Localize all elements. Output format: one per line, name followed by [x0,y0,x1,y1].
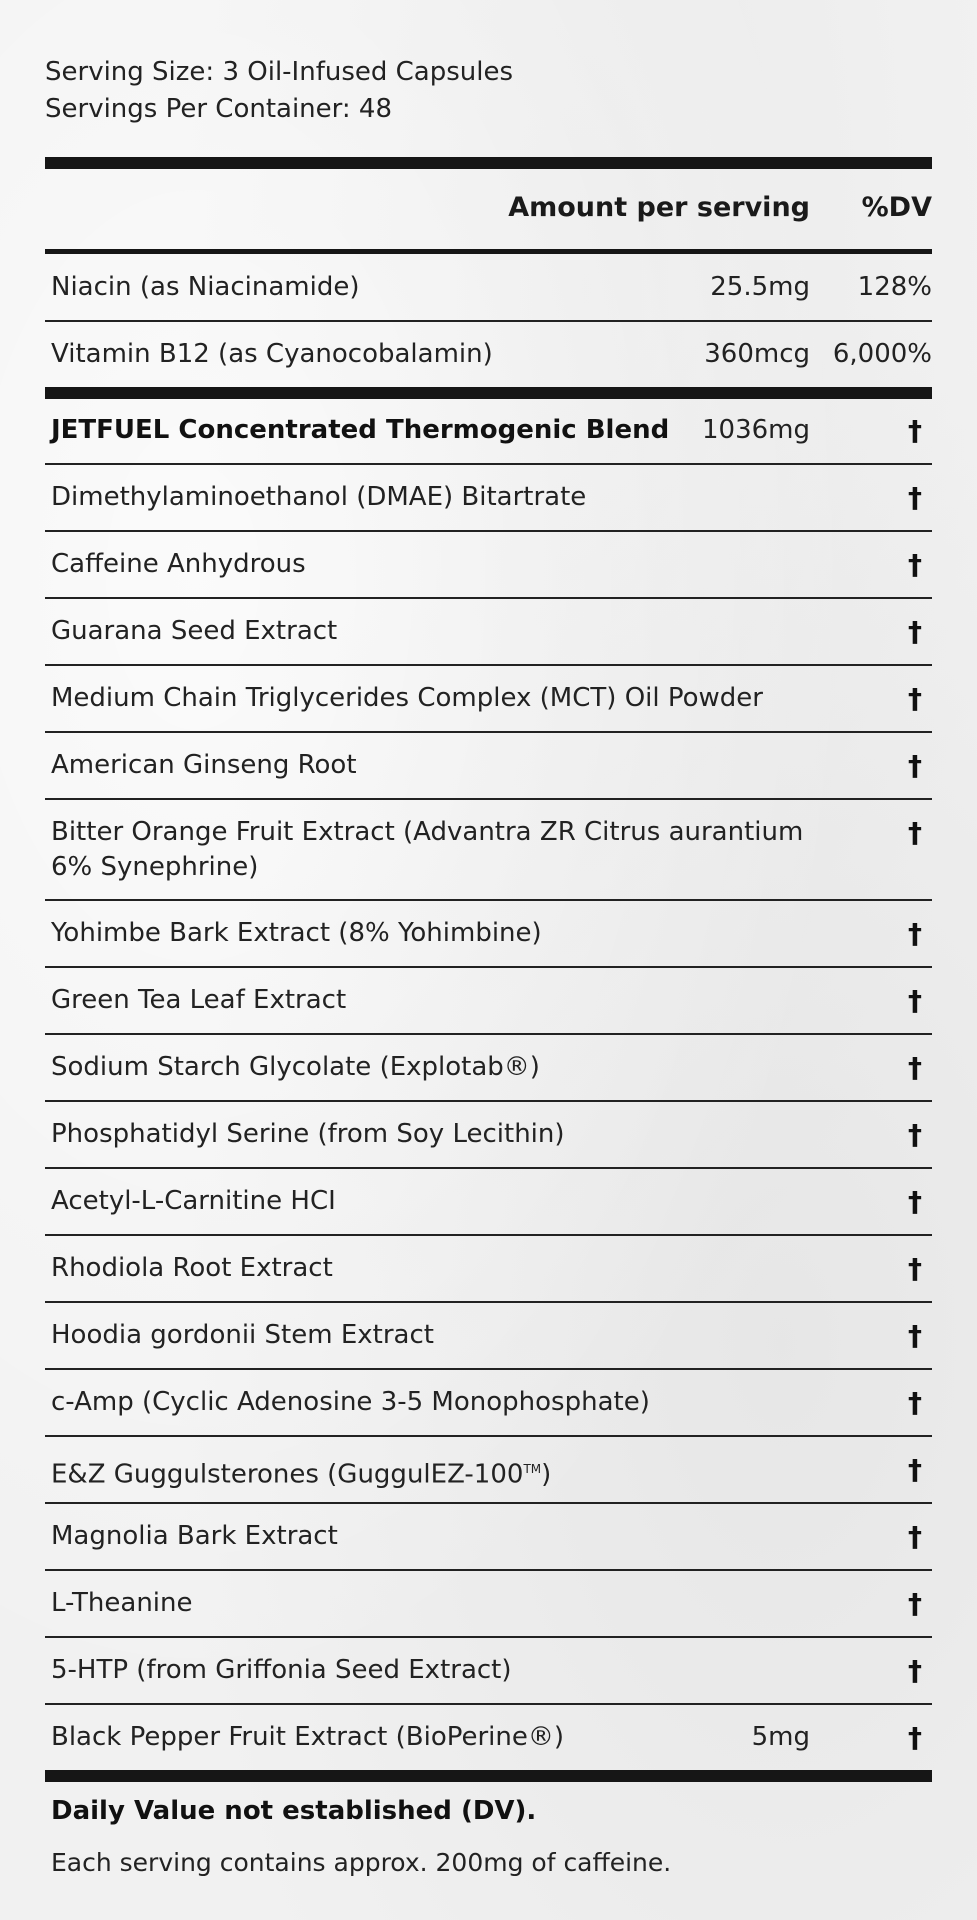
ingredient-dv: † [908,1520,922,1553]
ingredient-name: Caffeine Anhydrous [51,549,306,579]
vitamin-dv: 6,000% [832,339,932,369]
ingredient-dv: † [908,1453,922,1486]
thick-divider-bottom [45,1770,932,1782]
ingredient-name-line2: 6% Synephrine) [51,852,259,882]
ingredient-dv: † [908,1051,922,1084]
vitamin-name: Vitamin B12 (as Cyanocobalamin) [51,339,493,369]
amount-header: Amount per serving [508,192,810,223]
blend-amount: 1036mg [702,415,810,445]
row-divider [45,1368,932,1370]
ingredient-dv: † [908,682,922,715]
ingredient-name: L-Theanine [51,1588,193,1618]
ingredient-dv: † [908,1252,922,1285]
ingredient-name: Acetyl-L-Carnitine HCI [51,1186,336,1216]
ingredient-name: Rhodiola Root Extract [51,1253,333,1283]
ingredient-dv: † [908,1319,922,1352]
row-divider [45,966,932,968]
row-divider [45,597,932,599]
column-header [45,190,932,234]
ingredient-dv: † [908,1654,922,1687]
row-divider [45,1435,932,1437]
ingredient-name: Hoodia gordonii Stem Extract [51,1320,434,1350]
ingredient-name: Yohimbe Bark Extract (8% Yohimbine) [51,918,542,948]
ingredient-dv: † [908,1118,922,1151]
ingredient-dv: † [908,548,922,581]
thick-divider-top [45,157,932,169]
ingredient-name-end: ) [541,1459,552,1490]
ingredient-name [51,815,803,885]
row-divider [45,899,932,901]
ingredient-name: Black Pepper Fruit Extract (BioPerine®) [51,1722,565,1752]
row-divider [45,1234,932,1236]
row-divider [45,664,932,666]
ingredient-dv: † [908,749,922,782]
row-divider [45,1301,932,1303]
ingredient-name: Green Tea Leaf Extract [51,985,347,1015]
ingredient-name: Medium Chain Triglycerides Complex (MCT) Oil Powder [51,683,763,713]
trademark-mark: TM [523,1462,542,1476]
caffeine-note: Each serving contains approx. 200mg of caffeine. [51,1848,672,1877]
ingredient-dv: † [908,1386,922,1419]
dv-footnote: Daily Value not established (DV). [51,1796,537,1826]
row-divider [45,320,932,322]
row-divider [45,798,932,800]
blend-name: JETFUEL Concentrated Thermogenic Blend [51,415,670,445]
serving-info [45,54,513,128]
row-divider [45,1569,932,1571]
serving-size: Serving Size: 3 Oil-Infused Capsules [45,57,514,87]
vitamin-amount: 360mcg [704,339,810,369]
ingredient-dv: † [908,481,922,514]
vitamin-name: Niacin (as Niacinamide) [51,272,360,302]
medium-divider [45,249,932,254]
row-divider [45,530,932,532]
ingredient-dv: † [908,1721,922,1754]
ingredient-name: Guarana Seed Extract [51,616,338,646]
row-divider [45,731,932,733]
vitamin-dv: 128% [857,272,932,302]
ingredient-name: c-Amp (Cyclic Adenosine 3-5 Monophosphate) [51,1387,650,1417]
ingredient-name: Dimethylaminoethanol (DMAE) Bitartrate [51,482,587,512]
dv-header: %DV [861,192,932,223]
ingredient-name [51,1452,551,1493]
ingredient-dv: † [908,1587,922,1620]
ingredient-dv: † [908,816,922,849]
servings-per-container: Servings Per Container: 48 [45,94,393,124]
ingredient-name: Magnolia Bark Extract [51,1521,338,1551]
ingredient-amount: 5mg [751,1722,810,1752]
ingredient-name-line1: Bitter Orange Fruit Extract (Advantra ZR Citrus aurantium [51,817,804,847]
ingredient-dv: † [908,917,922,950]
row-divider [45,1167,932,1169]
row-divider [45,1703,932,1705]
row-divider [45,1502,932,1504]
ingredient-dv: † [908,1185,922,1218]
row-divider [45,463,932,465]
vitamin-amount: 25.5mg [710,272,810,302]
thick-divider-blend [45,387,932,399]
ingredient-dv: † [908,615,922,648]
ingredient-name: 5-HTP (from Griffonia Seed Extract) [51,1655,512,1685]
ingredient-name: Phosphatidyl Serine (from Soy Lecithin) [51,1119,565,1149]
row-divider [45,1033,932,1035]
blend-dv: † [908,414,922,447]
row-divider [45,1636,932,1638]
ingredient-dv: † [908,984,922,1017]
ingredient-name: American Ginseng Root [51,750,357,780]
ingredient-name-text: E&Z Guggulsterones (GuggulEZ-100 [51,1459,524,1490]
row-divider [45,1100,932,1102]
ingredient-name: Sodium Starch Glycolate (Explotab®) [51,1052,540,1082]
